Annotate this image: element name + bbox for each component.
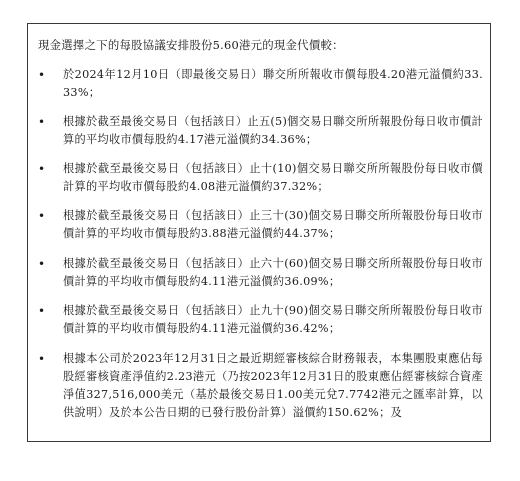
list-item-text: 根據於截至最後交易日（包括該日）止三十(30)個交易日聯交所所報股份每日收市價計算的平均收市價每股約3.88港元溢價約44.37%；: [63, 209, 483, 240]
bullet-icon: •: [38, 115, 46, 129]
list-item-text: 於2024年12月10日（即最後交易日）聯交所所報收市價每股4.20港元溢價約33.33%；: [63, 68, 483, 99]
list-item-text: 根據於截至最後交易日（包括該日）止五(5)個交易日聯交所所報股份每日收市價計算的平均收市價每股約4.17港元溢價約34.36%；: [63, 115, 483, 146]
intro-text: 現金選擇之下的每股協議安排股份5.60港元的現金代價較：: [38, 38, 344, 52]
list-item-text: 根據本公司於2023年12月31日之最近期經審核綜合財務報表，本集團股東應佔每股經審核資產淨值約2.23港元（乃按2023年12月31日的股東應佔經審核綜合資產淨值327,516,000美元（基於最後交易日1.00美元兌7.7742港元之匯率計算，以供說明）及於本公告日期的已發行股份計算）溢價約150.62%；及: [63, 352, 483, 419]
list-item-text: 根據於截至最後交易日（包括該日）止十(10)個交易日聯交所所報股份每日收市價計算的平均收市價每股約4.08港元溢價約37.32%；: [63, 162, 483, 193]
bullet-icon: •: [38, 68, 46, 82]
bullet-icon: •: [38, 209, 46, 223]
list-item-text: 根據於截至最後交易日（包括該日）止九十(90)個交易日聯交所所報股份每日收市價計算的平均收市價每股約4.11港元溢價約36.42%；: [63, 304, 483, 335]
bullet-icon: •: [38, 304, 46, 318]
bullet-icon: •: [38, 352, 46, 366]
bullet-icon: •: [38, 257, 46, 271]
bullet-icon: •: [38, 162, 46, 176]
list-item-text: 根據於截至最後交易日（包括該日）止六十(60)個交易日聯交所所報股份每日收市價計算的平均收市價每股約4.11港元溢價約36.09%；: [63, 257, 483, 288]
